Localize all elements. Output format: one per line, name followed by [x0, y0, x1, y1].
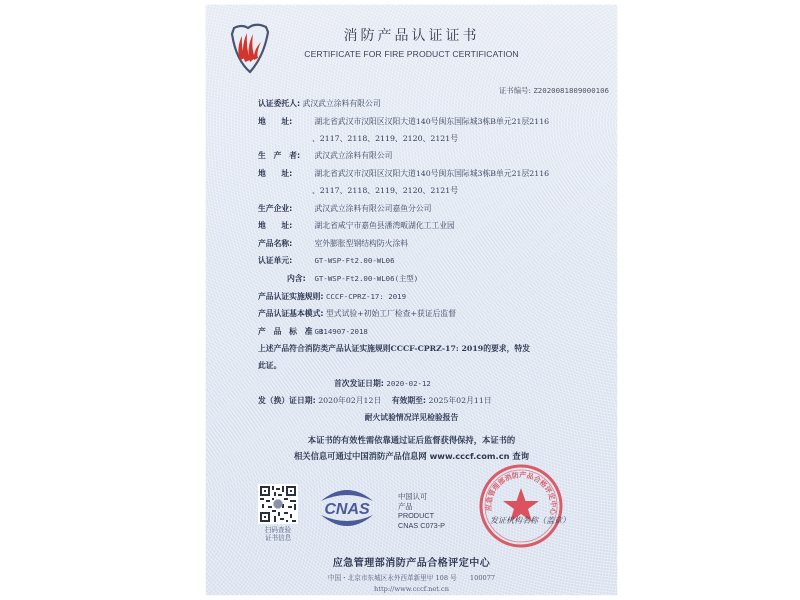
includes-label: 内含: — [287, 274, 306, 283]
certificate-document — [206, 5, 617, 595]
certificate-number — [499, 85, 609, 96]
cnas-line3: PRODUCT — [398, 511, 435, 520]
mode-value: 型式试验+初始工厂检查+获证后监督 — [325, 309, 457, 318]
field-factory-address — [258, 220, 455, 231]
validity-note-line1: 本证书的有效性需依靠通过证后监督获得保持，本证书的 — [307, 435, 516, 445]
factory-value: 武汉武立涂料有限公司嘉鱼分公司 — [314, 204, 432, 213]
first-issue-value: 2020-02-12 — [386, 379, 431, 388]
cert-no-value: Z2020081809000106 — [533, 86, 609, 95]
certificate-title-cn: 消防产品认证证书 — [343, 28, 480, 44]
product-name-label: 产品名称: — [258, 239, 293, 248]
standard-label: 产 品 标 准 : — [258, 327, 324, 336]
validity-note-line2: 相关信息可通过中国消防产品信息网 www.cccf.com.cn 查询 — [293, 451, 530, 461]
rule-label: 产品认证实施规则: — [258, 292, 324, 301]
field-producer — [258, 150, 392, 161]
includes-value: GT-WSP-Ft2.00-WL06(主型) — [314, 274, 419, 283]
field-unit — [258, 255, 395, 266]
client-value: 武汉武立涂料有限公司 — [302, 99, 381, 108]
factory-address-label: 地 址: — [258, 221, 293, 230]
standard-value: GB14907-2018 — [314, 327, 368, 336]
unit-value: GT-WSP-Ft2.00-WL06 — [314, 256, 395, 265]
client-label: 认证委托人: — [258, 99, 301, 108]
unit-label: 认证单元: — [258, 256, 293, 265]
factory-label: 生产企业: — [258, 204, 293, 213]
certificate-title-en: CERTIFICATE FOR FIRE PRODUCT CERTIFICATION — [304, 49, 519, 59]
organization-address: 中国・北京市东城区永外西革新里甲 108 号 100077 — [327, 574, 496, 582]
organization-url[interactable]: http://www.cccf.net.cn — [374, 585, 449, 593]
statement-line1: 上述产品符合消防类产品认证实施规则CCCF-CPRZ-17: 2019的要求，特发 — [258, 344, 530, 353]
field-product-name — [258, 238, 408, 249]
qr-caption-line1: 扫码查验 — [264, 526, 292, 534]
client-address-line2: 、2117、2118、2119、2120、2121号 — [312, 134, 458, 143]
producer-address-line1: 湖北省武汉市汉阳区汉阳大道140号闽东国际城3栋B单元21层2116 — [314, 169, 550, 178]
field-client-address — [258, 116, 549, 127]
cnas-line1: 中国认可 — [398, 492, 428, 501]
field-includes — [287, 273, 418, 284]
first-issue-date — [334, 378, 431, 389]
field-factory — [258, 203, 431, 214]
cnas-accreditation-text — [398, 492, 445, 530]
client-address-label: 地 址: — [258, 117, 293, 126]
producer-address-line2: 、2117、2118、2119、2120、2121号 — [312, 186, 458, 195]
cert-no-label: 证书编号: — [498, 86, 531, 95]
product-name-value: 室外膨胀型钢结构防火涂料 — [314, 239, 409, 248]
test-report-note: 耐火试验情况详见检验报告 — [364, 413, 459, 422]
factory-address-value: 湖北省咸宁市嘉鱼县潘湾畈湖化工工业园 — [314, 221, 455, 230]
cnas-line4: CNAS C073-P — [398, 520, 446, 530]
issue-date-value: 2020年02月12日 — [318, 396, 382, 405]
qr-caption-line2: 证书信息 — [264, 534, 292, 542]
issue-validity-dates — [258, 395, 492, 406]
svg-text:CNAS: CNAS — [324, 501, 370, 518]
expiry-date-value: 2025年02月11日 — [428, 396, 492, 405]
statement-line2: 此证。 — [258, 361, 282, 370]
field-producer-address — [258, 168, 549, 179]
cnas-line2: 产品 — [398, 501, 413, 511]
cnas-logo-icon — [315, 485, 379, 529]
official-seal-stamp-icon — [478, 463, 564, 549]
field-rule — [258, 291, 406, 302]
producer-address-label: 地 址: — [258, 169, 293, 178]
first-issue-label: 首次发证日期: — [334, 379, 384, 388]
issuing-organization: 应急管理部消防产品合格评定中心 — [332, 558, 491, 569]
field-standard — [258, 326, 368, 337]
svg-text:应急管理部消防产品合格评定中心: 应急管理部消防产品合格评定中心 — [484, 471, 558, 516]
qr-caption — [256, 526, 300, 542]
mode-label: 产品认证基本模式: — [258, 309, 324, 318]
rule-value: CCCF-CPRZ-17: 2019 — [325, 292, 407, 301]
producer-label: 生 产 者: — [258, 151, 301, 160]
expiry-label: 有效期至: — [391, 396, 427, 405]
issue-date-label: 发（换）证日期: — [258, 396, 316, 405]
producer-value: 武汉武立涂料有限公司 — [314, 151, 393, 160]
field-client — [258, 98, 381, 109]
issuer-signature-caption: 发证机构名称（盖章） — [490, 516, 570, 525]
field-mode — [258, 308, 456, 319]
qr-code-icon[interactable] — [258, 484, 298, 524]
client-address-line1: 湖北省武汉市汉阳区汉阳大道140号闽东国际城3栋B单元21层2116 — [314, 117, 550, 126]
